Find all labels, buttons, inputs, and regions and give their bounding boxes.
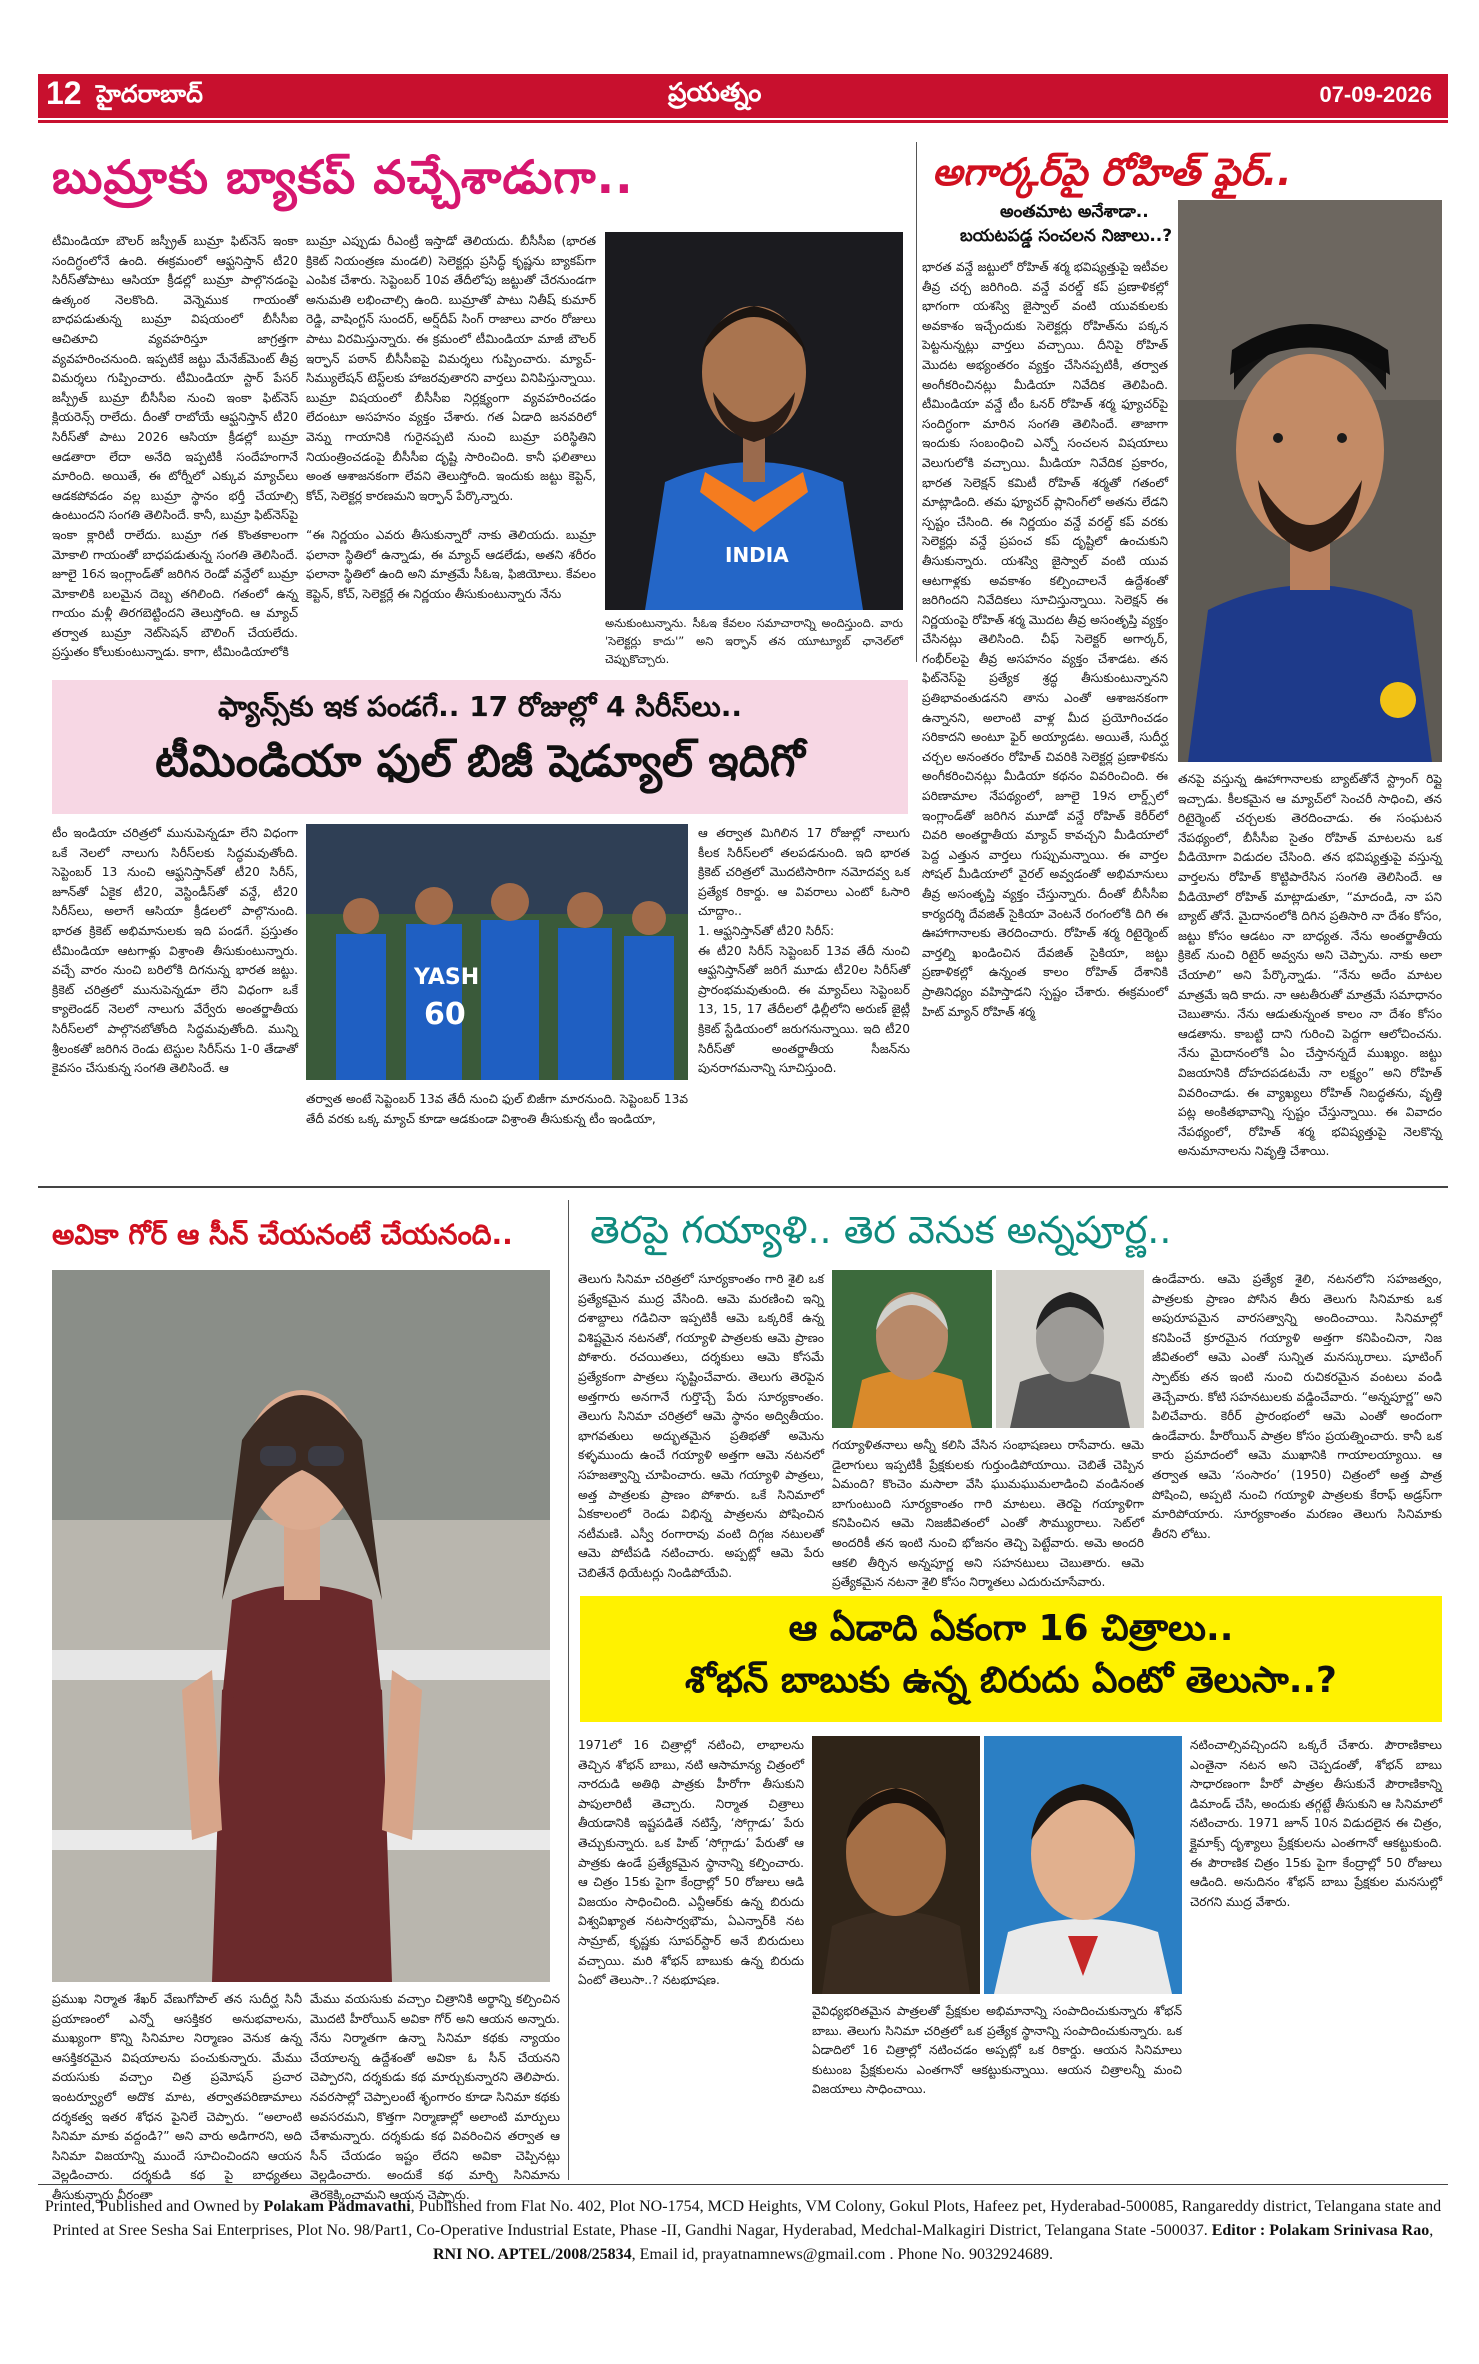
svg-text:60: 60 — [424, 997, 466, 1032]
column-divider — [568, 1200, 569, 2180]
rohit-photo — [1178, 200, 1442, 762]
bumrah-photo — [605, 232, 903, 610]
sobhan-photo-old — [812, 1736, 980, 1994]
sobhan-banner — [580, 1596, 1442, 1722]
suryakantham-column-2: గయ్యాళితనాలు అన్నీ కలిసి వేసిన సంభాషణలు రాసేవారు. ఆమె డైలాగులు ఇప్పటికీ ప్రేక్షకులకు గుర్తుండిపోయాయి. చెబితే చెప్పిన ఏమంది? కొంచెం మసాలా వేసి ఘుమఘుమలాడించి వండినంత బాగుంటుంది సూర్యకాంతం గారి మాటలు. తెరపై గయ్యాళిగా కనిపించిన ఆమె నిజజీవితంలో ఎంతో సౌమ్యురాలు. సెట్‌లో అందరికీ తన ఇంటి నుంచి భోజనం తెచ్చి పెట్టేవారు. అమె అందరి ఆకలి తీర్చిన అన్నపూర్ణ అని సహనటులు చెబుతారు. ఆమె ప్రత్యేకమైన నటనా శైలి కోసం నిర్మాతలు ఎదురుచూసేవారు. — [832, 1438, 1144, 1590]
rohit-column-1: భారత వన్డే జట్టులో రోహిత్ శర్మ భవిష్యత్తుపై ఇటీవల తీవ్ర చర్చ జరిగింది. వన్డే వరల్డ్ కప్ ప్రణాళికల్లో భాగంగా యశస్వి జైస్వాల్ వంటి యువకులకు అవకాశం ఇచ్చేందుకు సెలెక్టర్లు రోహిత్‌ను పక్కన పెట్టనున్నట్లు వార్తలు వచ్చాయి. దీనిపై రోహిత్ మొదట అభ్యంతరం వ్యక్తం చేసినప్పటికీ, తర్వాత అంగీకరించినట్లు మీడియా నివేదిక తెలిపింది. టీమిండియా వన్డే టీం ఓనర్ రోహిత్ శర్మ ఫ్యూచర్‌పై సందిగ్ధంగా మారిన సంగతి తెలిసిందే. తాజాగా ఇందుకు సంబంధించి ఎన్నో సంచలన విషయాలు వెలుగులోకి వచ్చాయి. మీడియా నివేదిక ప్రకారం, భారత సెలెక్షన్ కమిటీ రోహిత్ శర్మతో గతంలో మాట్లాడింది. తమ ఫ్యూచర్ ప్లానింగ్‌లో అతను లేడని స్పష్టం చేసింది. ఈ నిర్ణయం వన్డే వరల్డ్ కప్ వరకు సెలెక్టర్లు వన్డే ప్రపంచ కప్ దృష్టిలో ఉంచుకుని తీసుకున్నారు. యశస్వి జైస్వాల్ వంటి యువ ఆటగాళ్లకు అవకాశం కల్పించాలనే ఉద్దేశంతో జరిగిందని నివేదికలు సూచిస్తున్నాయి. సెలెక్షన్ ఈ నిర్ణయంపై రోహిత్ శర్మ మొదట తీవ్ర అసంతృప్తి వ్యక్తం చేసినట్లు తెలిసింది. చీఫ్ సెలెక్టర్ అగార్కర్, గంభీర్‌లపై తీవ్ర అసహనం వ్యక్తం చేశాడట. తన ఫిట్‌నెస్‌పై ప్రత్యేక శ్రద్ధ తీసుకుంటున్నానని ప్రతిభావంతుడనని తాను ఎంతో ఆశాజనకంగా ఉన్నానని, అలాంటి వాళ్ల మీద ప్రయోగించడం సరికాదని అంటూ ఫైర్ అయ్యాడట. అయితే, సుదీర్ఘ చర్చల అనంతరం రోహిత్ చివరికి సెలెక్టర్ల ప్రణాళికను అంగీకరించినట్లు మీడియా కథనం వివరించింది. ఈ పరిణామాల నేపథ్యంలో, జూలై 19న లార్డ్స్‌లో ఇంగ్లాండ్‌తో జరిగిన మూడో వన్డే రోహిత్ కెరీర్‌లో చివరి అంతర్జాతీయ మ్యాచ్ కావచ్చని మీడియాలో పెద్ద ఎత్తున వార్తలు గుప్పుమన్నాయి. ఈ వార్తల సోషల్ మీడియాలో వైరల్ అవ్వడంతో అభిమానులు తీవ్ర అసంతృప్తి వ్యక్తం చేస్తున్నారు. దీంతో బీసీసీఐ కార్యదర్శి దేవజిత్ సైకియా వెంటనే రంగంలోకి దిగి ఈ ఊహాగానాలకు తెరదించారు. రోహిత్ శర్మ రిటైర్మెంట్ వార్తల్ని ఖండించిన దేవజిత్ సైకియా, జట్టు ప్రణాళికల్లో ఉన్నంత కాలం రోహిత్ దేశానికి ప్రాతినిధ్యం వహిస్తాడని స్పష్టం చేశారు. ఈక్రమంలో హిట్ మ్యాన్ రోహిత్ శర్మ — [922, 260, 1168, 1019]
newspaper-name: ప్రయత్నం — [668, 78, 762, 108]
svg-text:YASH: YASH — [414, 965, 480, 990]
imprint-rni: RNI NO. APTEL/2008/25834 — [432, 2246, 632, 2263]
imprint-separator: , — [1429, 2222, 1434, 2239]
avika-headline: అవికా గోర్ ఆ సీన్ చేయనంటే చేయనంది.. — [52, 1218, 513, 1251]
sobhan-column-3: నటించాల్సివచ్చిందని ఒక్కరే చేశారు. పౌరాణికాలు ఎంతైనా నటన అని చెప్పడంతో, శోభన్ బాబు సాధారణంగా హీరో పాత్రల తీసుకునే పౌరాణికాన్ని డిమాండ్ చేసి, అందుకు తగ్గట్టే తీసుకుని ఆ సినిమాలో నటించారు. 1971 జూన్ 10న విడుదలైన ఈ చిత్రం, క్లైమాక్స్ దృశ్యాలు ప్రేక్షకులను ఎంతగానో ఆకట్టుకుంది. ఈ పౌరాణిక చిత్రం 15కు పైగా కేంద్రాల్లో 50 రోజులు ఆడింది. అనుదినం శోభన్ బాబు ప్రేక్షకుల మనసుల్లో చెరగని ముద్ర వేశారు. — [1190, 1738, 1442, 1909]
schedule-column-2: తర్వాత అంటే సెప్టెంబర్ 13వ తేదీ నుంచి ఫుల్ బిజీగా మారనుంది. సెప్టెంబర్ 13వ తేదీ వరకు ఒక్క మ్యాచ్ కూడా ఆడకుండా విశ్రాంతి తీసుకున్న టీం ఇండియా, — [306, 1092, 688, 1126]
schedule-banner — [52, 680, 908, 814]
masthead-bar — [38, 74, 1448, 118]
sobhan-headline-line-2: శోభన్ బాబుకు ఉన్న బిరుదు ఏంటో తెలుసా..? — [685, 1660, 1337, 1701]
imprint-prefix: Printed, Published and Owned by — [44, 2198, 264, 2215]
issue-date: 07-09-2026 — [1319, 82, 1432, 107]
avika-column-2: మేము వయసుకు వచ్చాం చిత్రానికి అర్థాన్ని కల్పించిన మొదటి హీరోయిన్ అవికా గోర్ అని ఆయన అన్నారు. నేను నిర్మాతగా ఉన్నా సినిమా కథకు న్యాయం చేయాలన్న ఉద్దేశంతో అవికా ఓ సీన్ చేయనని చెప్పారని, దర్శకుడు కథ మార్చుకున్నారని తెలిపారు. నవరసాల్లో చెప్పాలంటే శృంగారం కూడా సినిమా కథకు అవసరమని, కొత్తగా నిర్మాణాల్లో అలాంటి మార్పులు చేశామన్నారు. దర్శకుడు కథ వివరించిన తర్వాత ఆ సీన్ చేయడం ఇష్టం లేదని అవికా చెప్పినట్లు వెల్లడించారు. అందుకే కథ మార్చి సినిమాను తెరకెక్కించామని ఆయన చెప్పారు. — [310, 1992, 560, 2202]
team-celebration-photo — [306, 824, 688, 1080]
rohit-deck-line-2: బయటపడ్డ సంచలన నిజాలు..? — [960, 226, 1173, 246]
schedule-headline: టీమిండియా ఫుల్ బిజీ షెడ్యూల్ ఇదిగో — [155, 736, 805, 787]
avika-photo — [52, 1270, 550, 1982]
suryakantham-headline: తెరపై గయ్యాళి.. తెర వెనుక అన్నపూర్ణ.. — [590, 1208, 1172, 1252]
page-number: 12 — [46, 75, 82, 111]
bumrah-column-1: టీమిండియా బౌలర్ జస్ప్రీత్ బుమ్రా ఫిట్‌నెస్ ఇంకా సందిగ్ధంలోనే ఉంది. ఈక్రమంలో ఆఫ్ఘనిస్తాన్ టీ20 సిరీస్‌తోపాటు ఆసియా క్రీడల్లో బుమ్రా పాల్గొనడంపై ఉత్కంఠ నెలకొంది. వెన్నెముక గాయంతో బాధపడుతున్న బుమ్రా విషయంలో బీసీసీఐ ఆచితూచి వ్యవహరిస్తూ జాగ్రత్తగా వ్యవహరించనుంది. ఇప్పటికే జట్టు మేనేజ్‌మెంట్ తీవ్ర విమర్శలు గుప్పించారు. టీమిండియా స్టార్ పేసర్ జస్ప్రీత్ బుమ్రా బీసీసీఐ నుంచి ఇంకా ఫిట్‌నెస్ క్లియరెన్స్ రాలేదు. దీంతో రాబోయే ఆఫ్ఘనిస్తాన్ టీ20 సిరీస్‌తో పాటు 2026 ఆసియా క్రీడల్లో బుమ్రా ఆడతారా లేదా అనేది ఇప్పటికీ సందేహంగానే మారింది. అయితే, ఈ టోర్నీలో ఎక్కువ మ్యాచ్‌లు ఆడకపోవడం వల్ల బుమ్రా స్థానం భర్తీ చేయాల్సి ఉంటుందని సంగతి తెలిసిందే. కానీ, బుమ్రా ఫిట్‌నెస్‌పై ఇంకా క్లారిటీ రాలేదు. బుమ్రా గత కొంతకాలంగా మోకాలి గాయంతో బాధపడుతున్న సంగతి తెలిసిందే. జూలై 16న ఇంగ్లాండ్‌తో జరిగిన రెండో వన్డేలో బుమ్రా మోకాలికి బలమైన దెబ్బ తగిలింది. గతంలో ఉన్న గాయం మళ్లీ తిరగబెట్టిందని తెలుస్తోంది. ఆ మ్యాచ్ తర్వాత బుమ్రా నెట్‌సెషన్ బౌలింగ్ చేయలేదు. ప్రస్తుతం కోలుకుంటున్నాడు. కాగా, టీమిండియాలోకి — [52, 234, 298, 660]
schedule-kicker: ఫ్యాన్స్‌కు ఇక పండగే.. 17 రోజుల్లో 4 సిరీస్‌లు.. — [217, 690, 743, 723]
suryakantham-photo-young — [996, 1270, 1144, 1428]
rohit-headline: అగార్కర్‌పై రోహిత్ ఫైర్.. — [932, 150, 1292, 194]
suryakantham-column-3: ఉండేవారు. ఆమె ప్రత్యేక శైలి, నటనలోని సహజత్వం, పాత్రలకు ప్రాణం పోసిన తీరు తెలుగు సినిమాకు ఒక అపురూపమైన వారసత్వాన్ని అందించాయి. సినిమాల్లో కనిపించే క్రూరమైన గయ్యాళి అత్తగా కనిపించినా, నిజ జీవితంలో ఆమె ఎంతో సున్నిత మనస్కురాలు. షూటింగ్ స్పాట్‌కు తన ఇంటి నుంచి రుచికరమైన వంటలు వండి తెచ్చేవారు. కోటి సహనటులకు వడ్డించేవారు. “అన్నపూర్ణ” అని పిలిచేవారు. కెరీర్ ప్రారంభంలో ఆమె ఎంతో అందంగా ఉండేవారు. హీరోయిన్ పాత్రల కోసం ప్రయత్నించారు. కానీ ఒక కారు ప్రమాదంలో ఆమె ముఖానికి గాయాలయ్యాయి. ఆ తర్వాత ఆమె ‘సంసారం’ (1950) చిత్రంలో అత్త పాత్ర పోషించి, అప్పటి నుంచి గయ్యాళి పాత్రలకు కేరాఫ్ అడ్రస్‌గా మారిపోయారు. సూర్యకాంతం మరణం తెలుగు సినిమాకు తీరని లోటు. — [1152, 1272, 1442, 1541]
masthead-rule — [38, 120, 1448, 123]
suryakantham-column-1: తెలుగు సినిమా చరిత్రలో సూర్యకాంతం గారి శైలి ఒక ప్రత్యేకమైన ముద్ర వేసింది. ఆమె మరణించి ఇన్ని దశాబ్దాలు గడిచినా ఇప్పటికీ ఆమె ఒక్కరికే ఉన్న విశిష్టమైన నటనతో, గయ్యాళి పాత్రలకు ఆమె ప్రాణం పోశారు. రచయితలు, దర్శకులు ఆమె కోసమే ప్రత్యేకంగా పాత్రలు సృష్టించేవారు. తెలుగు తెరపైన అత్తగారు అనగానే గుర్తొచ్చే పేరు సూర్యకాంతం. తెలుగు సినిమా చరిత్రలో ఆమె స్థానం అద్వితీయం. భాగవతులు అద్భుతమైన ప్రతిభతో అమెను కళ్ళముందు ఉంచే గయ్యాళి అత్తగా ఆమె నటనలో సహజత్వాన్ని చూపించారు. ఆమె గయ్యాళి పాత్రలు, అత్త పాత్రలకు ప్రాణం పోశారు. ఒకే సినిమాలో ఏకకాలంలో రెండు విభిన్న పాత్రలను పోషించిన నటీమణి. ఎస్వీ రంగారావు వంటి దిగ్గజ నటులతో ఆమె పోటీపడి నటించారు. అప్పట్లో ఆమె పేరు చెబితేనే థియేటర్లు నిండిపోయేవి. — [578, 1272, 824, 1580]
section-divider — [38, 1186, 1448, 1188]
imprint-contact: , Email id, prayatnamnews@gmail.com . Phone No. 9032924689. — [631, 2246, 1054, 2263]
sobhan-column-2: వైవిధ్యభరితమైన పాత్రలతో ప్రేక్షకుల అభిమానాన్ని సంపాదించుకున్నారు శోభన్ బాబు. తెలుగు సినిమా చరిత్రలో ఒక ప్రత్యేక స్థానాన్ని సంపాదించుకున్నారు. ఒక ఏడాదిలో 16 చిత్రాల్లో నటించడం అప్పట్లో ఒక రికార్డు. ఆయన సినిమాలు కుటుంబ ప్రేక్షకులను ఎంతగానో ఆకట్టుకున్నాయి. ఆయన చిత్రాలన్నీ మంచి విజయాలు సాధించాయి. — [812, 2004, 1182, 2097]
column-divider — [916, 142, 917, 662]
imprint-owner: Polakam Padmavathi — [263, 2198, 411, 2215]
avika-column-1: ప్రముఖ నిర్మాత శేఖర్ వేణుగోపాల్ తన సుదీర్ఘ సినీ ప్రయాణంలో ఎన్నో ఆసక్తికర అనుభవాలను, ముఖ్యంగా కొన్ని సినిమాల నిర్మాణం వెనుక ఉన్న ఆసక్తికరమైన విషయాలను పంచుకున్నారు. మేము వయసుకు వచ్చాం చిత్ర ప్రమోషన్ ప్రచార ఇంటర్వ్యూలో అదొక మాట, తర్వాతపరిణామాలు దర్శకత్వ ఇతర శోధన పైనిలే చెప్పారు. “అలాంటి సినిమా మాకు వద్దండి?” అని వారు అడిగారని, అది సినిమా విజయాన్ని ముందే సూచించిందని ఆయన వెల్లడించారు. దర్శకుడి కథ పై బాధ్యతలు తీసుకున్నారు వీరంతా — [52, 1992, 302, 2202]
sobhan-headline-line-1: ఆ ఏడాది ఏకంగా 16 చిత్రాలు.. — [788, 1608, 1234, 1649]
imprint-line — [38, 2195, 1448, 2267]
bumrah-headline: బుమ్రాకు బ్యాకప్ వచ్చేశాడుగా.. — [52, 150, 634, 204]
city-edition: హైదరాబాద్ — [96, 80, 203, 108]
sobhan-photo-color — [984, 1736, 1182, 1994]
schedule-column-1: టీం ఇండియా చరిత్రలో మునుపెన్నడూ లేని విధంగా ఒకే నెలలో నాలుగు సిరీస్‌లకు సిద్ధమవుతోంది. సెప్టెంబర్ 13 నుంచి ఆఫ్ఘనిస్తాన్‌తో టీ20 సిరీస్, జూన్‌తో ఏకైక టీ20, వెస్టిండీస్‌తో వన్డే, టీ20 సిరీస్‌లు, అలాగే ఆసియా క్రీడలలో పాల్గొనుంది. భారత క్రికెట్ అభిమానులకు ఇది పండగే. ప్రస్తుతం టీమిండియా ఆటగాళ్లు విశ్రాంతి తీసుకుంటున్నారు. వచ్చే వారం నుంచి బరిలోకి దిగనున్న భారత జట్టు. క్రికెట్ చరిత్రలో మునుపెన్నడూ లేని విధంగా ఒకే క్యాలెండర్ నెలలో నాలుగు వేర్వేరు అంతర్జాతీయ సిరీస్‌లలో పాల్గొనబోతోంది సిద్ధమవుతోంది. మున్ని శ్రీలంకతో జరిగిన రెండు టెస్టుల సిరీస్‌ను 1-0 తేడాతో కైవసం చేసుకున్న సంగతి తెలిసిందే. ఆ — [52, 826, 298, 1076]
footer-rule — [38, 2184, 1448, 2185]
imprint-address: , Published from Flat No. 402, Plot NO-1754, MCD Heights, VM Colony, Gokul Plots, Hafeez pet, Hyderabad-500085, Rangareddy district, Telangana state and Printed at Sree Sesha Sai Enterprises, Plot No. 98/Part1, Co-Operative Industrial Estate, Phase -II, Gandhi Nagar, Hyderabad, Medchal-Malkagiri District, Telangana State -500037. — [52, 2198, 1442, 2239]
sobhan-column-1: 1971లో 16 చిత్రాల్లో నటించి, లాభాలను తెచ్చిన శోభన్ బాబు, నటి ఆసామాన్య చిత్రంలో నారదుడి అతిథి పాత్రకు హీరోగా తీసుకుని పాపులారిటీ తెచ్చారు. నిర్మాత చిత్రాలు తీయడానికి ఇష్టపడితే నటిస్తే, ‘సోగ్గాడు’ పేరు తెచ్చుకున్నారు. ఒక హిట్ ‘సోగ్గాడు’ పేరుతో ఆ పాత్రకు ఉండే ప్రత్యేకమైన స్థానాన్ని కల్పించారు. ఆ చిత్రం 15కు పైగా కేంద్రాల్లో 50 రోజులు ఆడి విజయం సాధించింది. ఎన్టీఆర్‌కు ఉన్న బిరుదు విశ్వవిఖ్యాత నటసార్వభౌమ, ఏఎన్నార్‌కి నట సామ్రాట్, కృష్ణకు సూపర్‌స్టార్ అనే బిరుదులు వచ్చాయి. మరి శోభన్ బాబుకు ఉన్న బిరుదు ఏంటో తెలుసా..? నటభూషణ. — [578, 1738, 804, 1988]
schedule-column-3: ఆ తర్వాత మిగిలిన 17 రోజుల్లో నాలుగు కీలక సిరీస్‌లలో తలపడనుంది. ఇది భారత క్రికెట్ చరిత్రలో మొదటిసారిగా నమోదవ్వ ఒక ప్రత్యేక రికార్డు. ఆ వివరాలు ఎంటో ఓసారి చూద్దాం.. 1. ఆఫ్ఘనిస్తాన్‌తో టీ20 సిరీస్: ఈ టీ20 సిరీస్ సెప్టెంబర్ 13వ తేదీ నుంచి ఆఫ్ఘనిస్తాన్‌తో జరిగే మూడు టీ20ల సిరీస్‌తో ప్రారంభమవుతుంది. ఈ మ్యాచ్‌లు సెప్టెంబర్ 13, 15, 17 తేదీలలో ఢిల్లీలోని అరుణ్ జైట్లీ క్రికెట్ స్టేడియంలో జరుగనున్నాయి. ఇది టీ20 సిరీస్‌తో అంతర్జాతీయ సీజన్‌ను పునరాగమనాన్ని సూచిస్తుంది. — [698, 826, 910, 1076]
imprint-editor: Editor : Polakam Srinivasa Rao — [1211, 2222, 1430, 2239]
rohit-column-2: తనపై వస్తున్న ఊహాగానాలకు బ్యాట్‌తోనే స్ట్రాంగ్ రిప్లై ఇచ్చాడు. కీలకమైన ఆ మ్యాచ్‌లో సెంచరీ సాధించి, తన రిటైర్మెంట్ చర్చలకు తెరదించాడు. ఈ సంఘటన నేపథ్యంలో, బీసీసీఐ సైతం రోహిత్ మాటలను ఒక వీడియోగా విడుదల చేసింది. తన భవిష్యత్తుపై వస్తున్న వార్తలను రోహిత్ కొట్టిపారేసిన సంగతి తెలిసిందే. ఆ వీడియోలో రోహిత్ మాట్లాడుతూ, “మాదండి, నా పని బ్యాట్ తోనే. మైదానంలోకి దిగిన ప్రతిసారి నా దేశం కోసం, జట్టు కోసం ఆడటం నా బాధ్యత. నేను అంతర్జాతీయ క్రికెట్ నుంచి రిటైర్ అవ్వను అని చెప్పాను. నాకు అలా చేయాలి” అని పేర్కొన్నాడు. “నేను అదేం మాటల మాత్రమే ఇది కాదు. నా ఆటతీరుతో మాత్రమే సమాధానం చెబుతాను. నేను ఆడుతున్నంత కాలం నా దేశం కోసం ఆడతాను. కాబట్టి దాని గురించి పెద్దగా ఆలోచించను. నేను మైదానంలోకి ఏం చేస్తానన్నదే ముఖ్యం. జట్టు విజయానికి దోహదపడటమే నా లక్ష్యం” అని రోహిత్ వివరించాడు. ఈ వ్యాఖ్యలు రోహిత్ నిబద్ధతను, వృత్తి పట్ల అంకితభావాన్ని స్పష్టం చేస్తున్నాయి. ఈ వివాదం నేపథ్యంలో, రోహిత్ శర్మ భవిష్యత్తుపై నెలకొన్న అనుమానాలను నివృత్తి చేశాయి. — [1178, 772, 1442, 1159]
svg-text:INDIA: INDIA — [725, 543, 789, 567]
suryakantham-photo-old — [832, 1270, 992, 1428]
bumrah-photo-caption: అనుకుంటున్నాను. సీఓఇ కేవలం సమాచారాన్ని అందిస్తుంది. వారు 'సెలెక్టర్లు కాదు'” అని ఇర్ఫాన్ తన యూట్యూబ్ ఛానెల్‌లో చెప్పుకొచ్చారు. — [605, 616, 903, 666]
bumrah-column-2: బుమ్రా ఎప్పుడు రీఎంట్రీ ఇస్తాడో తెలియదు. బీసీసీఐ (భారత క్రికెట్ నియంత్రణ మండలి) సెలెక్టర్లు ప్రసిద్ధ్ కృష్ణను బ్యాకప్‌గా ఎంపిక చేశారు. సెప్టెంబర్ 10వ తేదీలోపు జట్టుతో చేరనుండగా అనుమతి లభించాల్సి ఉంది. బుమ్రాతో పాటు నితీష్ కుమార్ రెడ్డి, వాషింగ్టన్ సుందర్, అర్ష్‌దీప్ సింగ్ రాజాలు వారం రోజులు పాటు విరమిస్తున్నారు. ఈ క్రమంలో టీమిండియా మాజీ బౌలర్ ఇర్ఫాన్ పఠాన్ బీసీసీఐపై విమర్శలు గుప్పించారు. మ్యాచ్-సిమ్యులేషన్ టెస్ట్‌లకు హాజరవుతారని వార్తలు వినిపిస్తున్నాయి. బుమ్రా విషయంలో బీసీసీఐ నిర్లక్ష్యంగా వ్యవహరించడం లేదంటూ అసహనం వ్యక్తం చేశారు. గత ఏడాది జనవరిలో వెన్ను గాయానికి గురైనప్పటి నుంచి బుమ్రా పరిస్థితిని నియంత్రించడంపై బీసీసీఐ దృష్టి సారించింది. కానీ ఫలితాలు అంత ఆశాజనకంగా లేవని తెలుస్తోంది. ఇందుకు జట్టు కెప్టెన్, కోచ్, సెలెక్టర్ల కారణమని ఇర్ఫాన్ పేర్కొన్నారు. “ఈ నిర్ణయం ఎవరు తీసుకున్నారో నాకు తెలియదు. బుమ్రా ఫలానా స్థితిలో ఉన్నాడు, ఈ మ్యాచ్ ఆడలేడు, అతని శరీరం ఫలానా స్థితిలో ఉంది అని మాత్రమే సీఓఇ, ఫిజియోలు. కేవలం కెప్టెన్, కోచ్, సెలెక్టర్లే ఈ నిర్ణయం తీసుకుంటున్నారు నేను — [306, 234, 596, 601]
rohit-deck-line-1: అంతమాట అనేశాడా.. — [1000, 202, 1149, 222]
